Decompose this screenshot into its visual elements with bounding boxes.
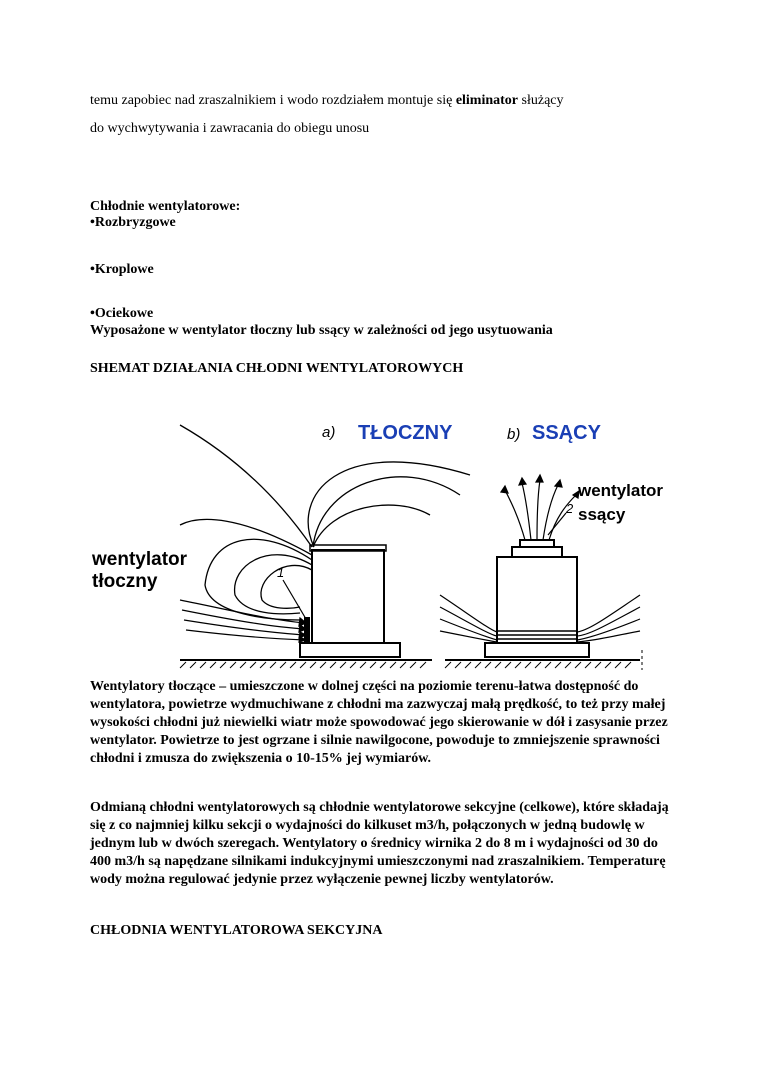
intro-text-end: służący [521,93,564,108]
cooling-tower-scheme-figure [0,395,760,685]
forced-draft-inlet-arrows [180,600,306,642]
scheme-heading: SHEMAT DZIAŁANIA CHŁODNI WENTYLATOROWYCH [90,361,464,376]
section-heading: CHŁODNIA WENTYLATOROWA SEKCYJNA [90,923,383,938]
type-item-ociekowe: •Ociekowe [90,306,154,321]
types-heading: Chłodnie wentylatorowe: [90,199,241,214]
right-caption-line-1: wentylator [578,481,664,500]
types-note: Wyposażone w wentylator tłoczny lub ssący w zależności od jego usytuowania [90,323,553,338]
figure-title-forced: TŁOCZNY [358,422,453,444]
intro-bold-term: eliminator [455,93,519,108]
ground-line-left [180,660,432,668]
forced-draft-fan [304,617,310,643]
intro-line-2: do wychwytywania i zawracania do obiegu unosu [90,121,370,136]
paragraph-sectional-towers: Odmianą chłodni wentylatorowych są chłodnie wentylatorowe sekcyjne (celkowe), które składają się z co najmniej kilku sekcji o wydajności do kilkuset m3/h, połączonych w jedną budowlę w jednym lub w dwóch szeregach. Wentylatory o średnicy wirnika 2 do 8 m i wydajności od 30 do 400 m3/h są napędzane silnikami indukcyjnymi umieszczonymi nad zraszalnikiem. Temperaturę wody można regulować jedynie przez wyłączenie pewnej liczby wentylatorów. [90,800,669,887]
forced-draft-airflow-lines [180,425,470,620]
figure-label-b: b) [507,426,521,443]
figure-title-induced: SSĄCY [532,422,601,444]
intro-line-1 [90,92,564,109]
marker-1: 1 [277,565,285,580]
tower-forced-draft [300,545,400,657]
type-item-rozbryzgowe: •Rozbryzgowe [90,215,176,230]
marker-2-leader [548,513,566,535]
induced-draft-bands [497,631,577,639]
intro-text: temu zapobiec nad zraszalnikiem i wodo rozdziałem montuje się [90,93,453,108]
left-caption-line-1: wentylator [92,549,188,570]
left-caption-line-2: tłoczny [92,571,158,592]
figure-label-a: a) [322,424,336,441]
paragraph-forced-fans: Wentylatory tłoczące – umieszczone w dolnej części na poziomie terenu-łatwa dostępność do wentylatora, powietrze wydmuchiwane z chłodni ma zazwyczaj małą prędkość, to też przy małej wysokości chłodni już niewielki wiatr może spowodować jego skierowanie w dół i zasysanie przez wentylator. Powietrze to jest ogrzane i silnie nawilgocone, powoduje to zmniejszenie sprawności chłodni i zmusza do zwiększenia o 10-15% jej wymiarów. [90,679,668,766]
right-caption-line-2: ssący [578,505,626,524]
type-item-kroplowe: •Kroplowe [90,262,154,277]
marker-2: 2 [566,501,574,516]
ground-line-right [445,650,642,670]
